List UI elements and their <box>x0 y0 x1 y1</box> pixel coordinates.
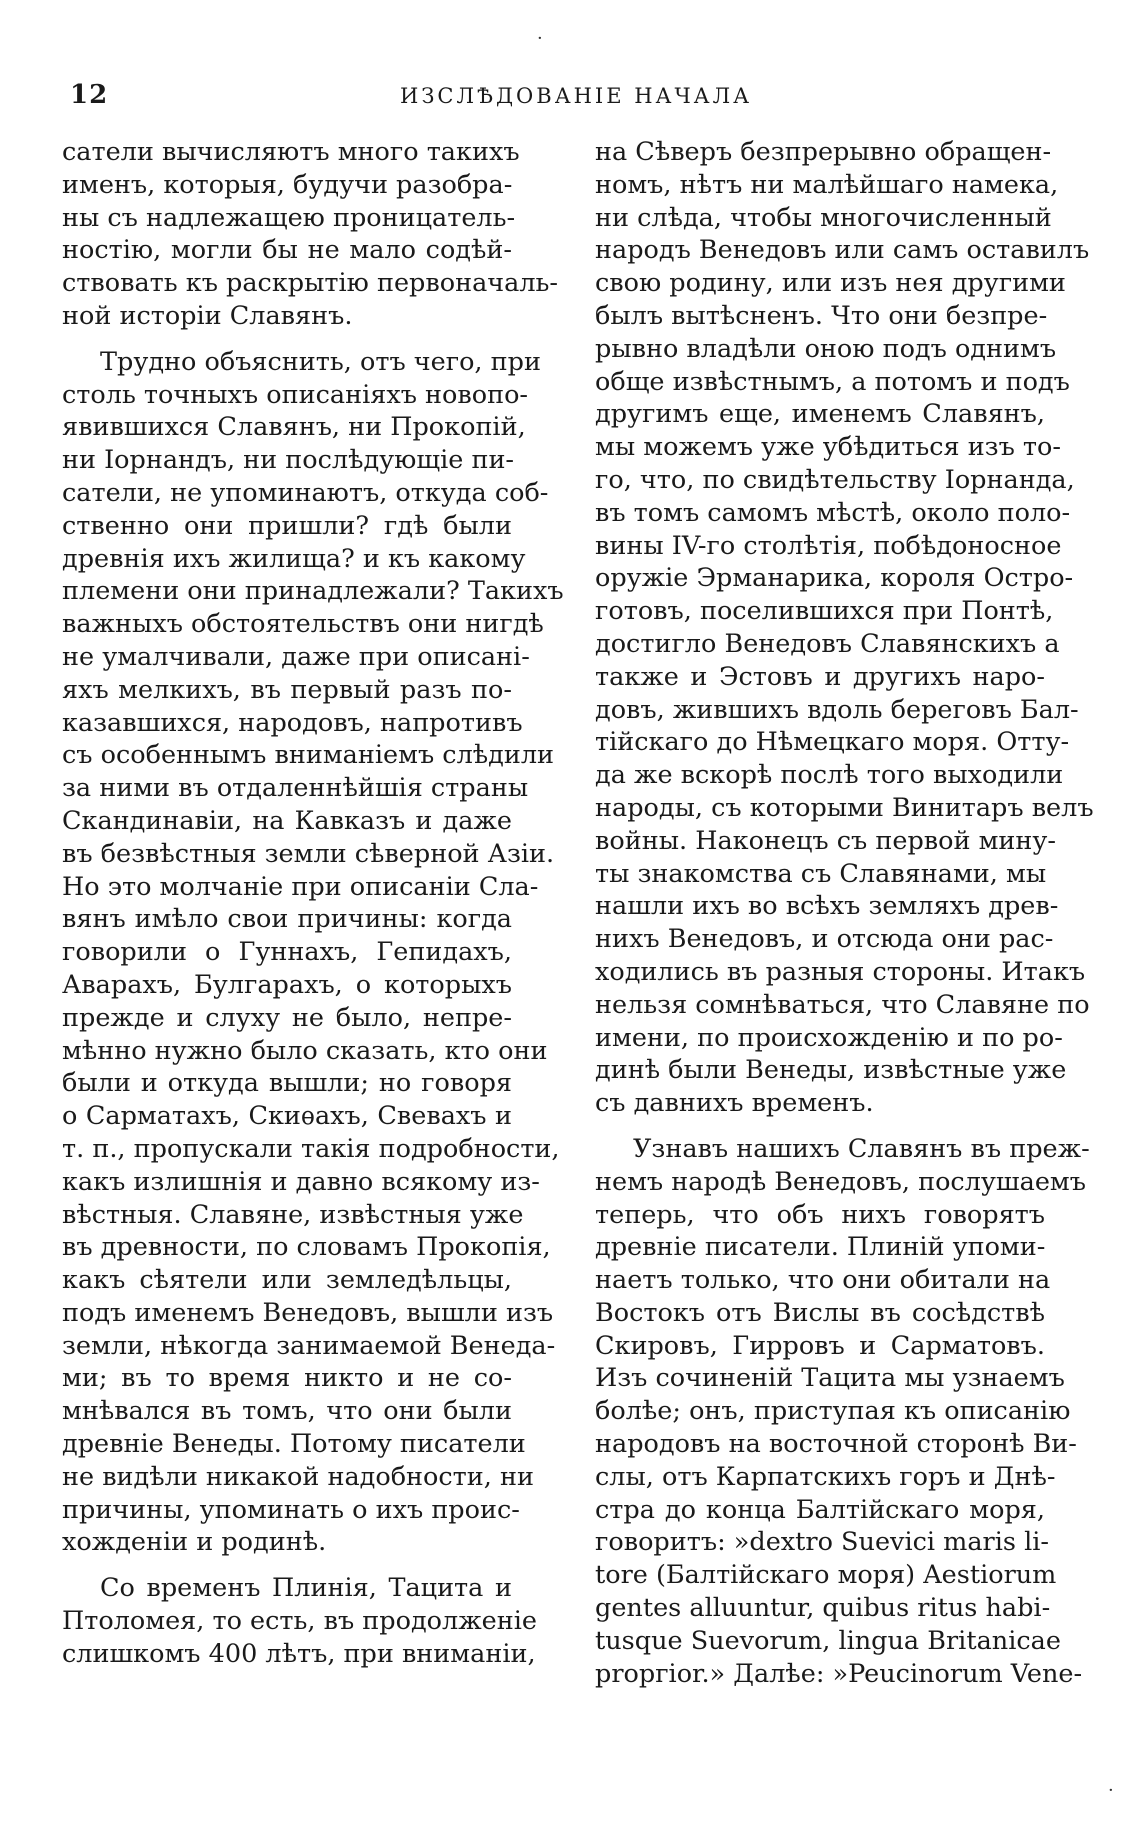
paragraph <box>595 1133 1090 1691</box>
text-line: tore (Балтійскаго моря) Aestiorum <box>595 1560 1057 1591</box>
text-line: propгior.» Далѣе: »Peucinorum Vene- <box>595 1658 1083 1689</box>
text-line: племени они принадлежали? Такихъ <box>62 576 564 607</box>
page-header <box>70 80 1070 120</box>
text-line: сатели вычисляютъ много такихъ <box>62 137 520 167</box>
text-line: номъ, нѣтъ ни малѣйшаго намека, <box>595 169 1059 200</box>
text-line: ты знакомства съ Славянами, мы <box>595 858 1047 889</box>
text-line: вины IV-го столѣтія, побѣдоносное <box>595 530 1062 561</box>
text-line: го, что, по свидѣтельству Іорнанда, <box>595 464 1075 495</box>
text-line: съ давнихъ временъ. <box>595 1088 874 1119</box>
text-line: сатели, не упоминаютъ, откуда соб- <box>62 477 549 508</box>
text-line: не видѣли никакой надобности, ни <box>62 1461 534 1492</box>
text-line: за ними въ отдаленнѣйшія страны <box>62 773 529 804</box>
text-line: мнѣвался въ томъ, что они были <box>62 1396 512 1427</box>
text-line: вянъ имѣло свои причины: когда <box>62 904 512 935</box>
text-line: мѣнно нужно было сказать, кто они <box>62 1035 548 1066</box>
text-line: земли, нѣкогда занимаемой Венеда- <box>62 1330 556 1361</box>
text-line: имени, по происхожденію и по ро- <box>595 1022 1063 1053</box>
text-line: въ безвѣстныя земли сѣверной Азіи. <box>62 838 555 869</box>
text-line: прежде и слуху не было, непре- <box>62 1002 512 1033</box>
text-line: Скировъ, Гирровъ и Сарматовъ. <box>595 1330 1045 1361</box>
text-line: да же вскорѣ послѣ того выходили <box>595 760 1064 791</box>
text-line: на Сѣверъ безпрерывно обращен- <box>595 137 1052 167</box>
text-line: Изъ сочиненій Тацита мы узнаемъ <box>595 1363 1065 1394</box>
text-line: также и Эстовъ и другихъ наро- <box>595 661 1045 692</box>
text-line: немъ народѣ Венедовъ, послушаемъ <box>595 1166 1086 1197</box>
text-line: теперь, что объ нихъ говорятъ <box>595 1199 1045 1230</box>
text-line: былъ вытѣсненъ. Что они безпре- <box>595 300 1048 331</box>
text-line: хожденіи и родинѣ. <box>62 1527 327 1558</box>
text-line: другимъ еще, именемъ Славянъ, <box>595 399 1045 430</box>
text-line: мы можемъ уже убѣдиться изъ то- <box>595 432 1061 463</box>
text-line: стра до конца Балтійскаго моря, <box>595 1494 1045 1525</box>
text-line: Узнавъ нашихъ Славянъ въ преж- <box>633 1133 1090 1164</box>
text-line: были и откуда вышли; но говоря <box>62 1068 512 1099</box>
text-line: Со временъ Плинія, Тацита и <box>100 1573 512 1604</box>
text-line: древнія ихъ жилища? и къ какому <box>62 543 526 574</box>
text-line: ми; въ то время никто и не со- <box>62 1363 512 1394</box>
text-line: tusque Suevorum, lingua Britanicae <box>595 1625 1061 1656</box>
text-line: причины, упоминать о ихъ проис- <box>62 1494 520 1525</box>
text-line: народовъ на восточной сторонѣ Ви- <box>595 1429 1077 1460</box>
text-line: довъ, жившихъ вдоль береговъ Бал- <box>595 694 1079 725</box>
text-line: слы, отъ Карпатскихъ горъ и Днѣ- <box>595 1461 1056 1492</box>
text-line: свою родину, или изъ нея другими <box>595 268 1066 299</box>
page-number: 12 <box>70 80 109 110</box>
paragraph <box>62 136 559 333</box>
text-line: Трудно объяснить, отъ чего, при <box>100 346 541 377</box>
text-line: не умалчивали, даже при описані- <box>62 641 530 672</box>
right-column <box>595 136 1094 1690</box>
text-line: достигло Венедовъ Славянскихъ а <box>595 628 1060 659</box>
text-line: говоритъ: »dextro Suevici maris li- <box>595 1527 1049 1558</box>
text-line: столь точныхъ описаніяхъ новопо- <box>62 379 529 410</box>
text-line: динѣ были Венеды, извѣстные уже <box>595 1055 1067 1086</box>
text-line: вѣстныя. Славяне, извѣстныя уже <box>62 1199 524 1230</box>
text-line: Аварахъ, Булгарахъ, о которыхъ <box>62 969 512 1000</box>
text-line: какъ сѣятели или земледѣльцы, <box>62 1265 512 1296</box>
text-line: т. п., пропускали такія подробности, <box>62 1133 560 1164</box>
print-speck: · <box>537 28 543 49</box>
text-line: въ томъ самомъ мѣстѣ, около поло- <box>595 497 1071 528</box>
text-line: ни слѣда, чтобы многочисленный <box>595 202 1052 233</box>
text-line: слишкомъ 400 лѣтъ, при вниманіи, <box>62 1638 536 1669</box>
text-line: народъ Венедовъ или самъ оставилъ <box>595 235 1090 266</box>
text-line: древніе писатели. Плиній упоми- <box>595 1232 1046 1263</box>
text-line: въ древности, по словамъ Прокопія, <box>62 1232 551 1263</box>
text-line: ной исторіи Славянъ. <box>62 300 353 331</box>
text-line: тійскаго до Нѣмецкаго моря. Отту- <box>595 727 1070 758</box>
text-line: подъ именемъ Венедовъ, вышли изъ <box>62 1297 554 1328</box>
text-line: ствовать къ раскрытію первоначаль- <box>62 268 559 299</box>
text-line: войны. Наконецъ съ первой мину- <box>595 825 1057 856</box>
paragraph <box>62 346 564 1559</box>
text-line: нашли ихъ во всѣхъ земляхъ древ- <box>595 891 1059 922</box>
text-line: обще извѣстнымъ, а потомъ и подъ <box>595 366 1070 397</box>
text-line: именъ, которыя, будучи разобра- <box>62 169 513 200</box>
text-line: важныхъ обстоятельствъ они нигдѣ <box>62 609 544 640</box>
text-line: казавшихся, народовъ, напротивъ <box>62 707 523 738</box>
text-line: рывно владѣли оною подъ однимъ <box>595 333 1057 364</box>
text-line: съ особеннымъ вниманіемъ слѣдили <box>62 740 555 771</box>
running-head: ИЗСЛѢДОВАНІЕ НАЧАЛА <box>400 84 753 108</box>
text-line: о Сарматахъ, Скиѳахъ, Свевахъ и <box>62 1101 512 1132</box>
left-column <box>62 136 564 1671</box>
text-line: какъ излишнія и давно всякому из- <box>62 1166 540 1197</box>
text-line: Птоломея, то есть, въ продолженіе <box>62 1606 538 1637</box>
print-speck: · <box>1108 1780 1114 1801</box>
paragraph <box>595 136 1094 1120</box>
text-line: нихъ Венедовъ, и отсюда они рас- <box>595 924 1054 955</box>
text-line: Но это молчаніе при описаніи Сла- <box>62 871 539 902</box>
text-line: оружіе Эрманарика, короля Остро- <box>595 563 1074 594</box>
text-line: ни Іорнандъ, ни послѣдующіе пи- <box>62 445 515 476</box>
text-line: ственно они пришли? гдѣ были <box>62 510 512 541</box>
text-line: наетъ только, что они обитали на <box>595 1265 1051 1296</box>
text-line: яхъ мелкихъ, въ первый разъ по- <box>62 674 512 705</box>
text-line: говорили о Гуннахъ, Гепидахъ, <box>62 937 512 968</box>
text-line: готовъ, поселившихся при Понтѣ, <box>595 596 1054 627</box>
text-line: ны съ надлежащею проницатель- <box>62 202 516 233</box>
text-line: Скандинавіи, на Кавказъ и даже <box>62 805 512 836</box>
text-line: ностію, могли бы не мало содѣй- <box>62 235 512 266</box>
text-line: болѣе; онъ, приступая къ описанію <box>595 1396 1071 1427</box>
text-line: народы, съ которыми Винитаръ велъ <box>595 792 1094 823</box>
text-line: ходились въ разныя стороны. Итакъ <box>595 956 1086 987</box>
text-line: нельзя сомнѣваться, что Славяне по <box>595 989 1090 1020</box>
paragraph <box>62 1572 538 1670</box>
text-line: явившихся Славянъ, ни Прокопій, <box>62 412 526 443</box>
text-line: древніе Венеды. Потому писатели <box>62 1429 526 1460</box>
text-line: Востокъ отъ Вислы въ сосѣдствѣ <box>595 1297 1045 1328</box>
text-line: gentes alluuntur, quibus ritus habi- <box>595 1593 1051 1624</box>
